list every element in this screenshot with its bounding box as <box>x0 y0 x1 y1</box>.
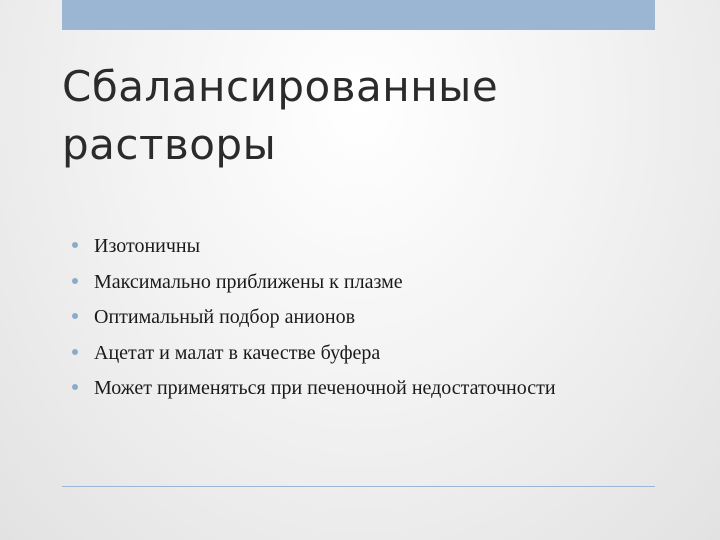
slide-title-line-1: Сбалансированные <box>62 62 499 111</box>
bullet-dot-icon <box>72 384 78 390</box>
slide-title <box>62 58 662 174</box>
bullet-item <box>72 229 692 265</box>
bullet-text: Ацетат и малат в качестве буфера <box>94 341 381 364</box>
bullet-dot-icon <box>72 313 78 319</box>
bullet-text: Максимально приближены к плазме <box>94 270 403 293</box>
bullet-item <box>72 265 692 301</box>
bullet-list <box>72 229 692 407</box>
bullet-text: Оптимальный подбор анионов <box>94 306 356 329</box>
bottom-divider <box>62 486 655 487</box>
bullet-item <box>72 336 692 372</box>
bullet-dot-icon <box>72 349 78 355</box>
bullet-item <box>72 371 692 407</box>
slide-title-line-2: растворы <box>62 120 277 169</box>
bullet-text: Изотоничны <box>94 235 201 257</box>
bullet-text: Может применяться при печеночной недостаточности <box>94 377 556 400</box>
top-accent-bar <box>62 0 655 30</box>
bullet-dot-icon <box>72 278 78 284</box>
bullet-dot-icon <box>72 242 78 248</box>
bullet-item <box>72 300 692 336</box>
